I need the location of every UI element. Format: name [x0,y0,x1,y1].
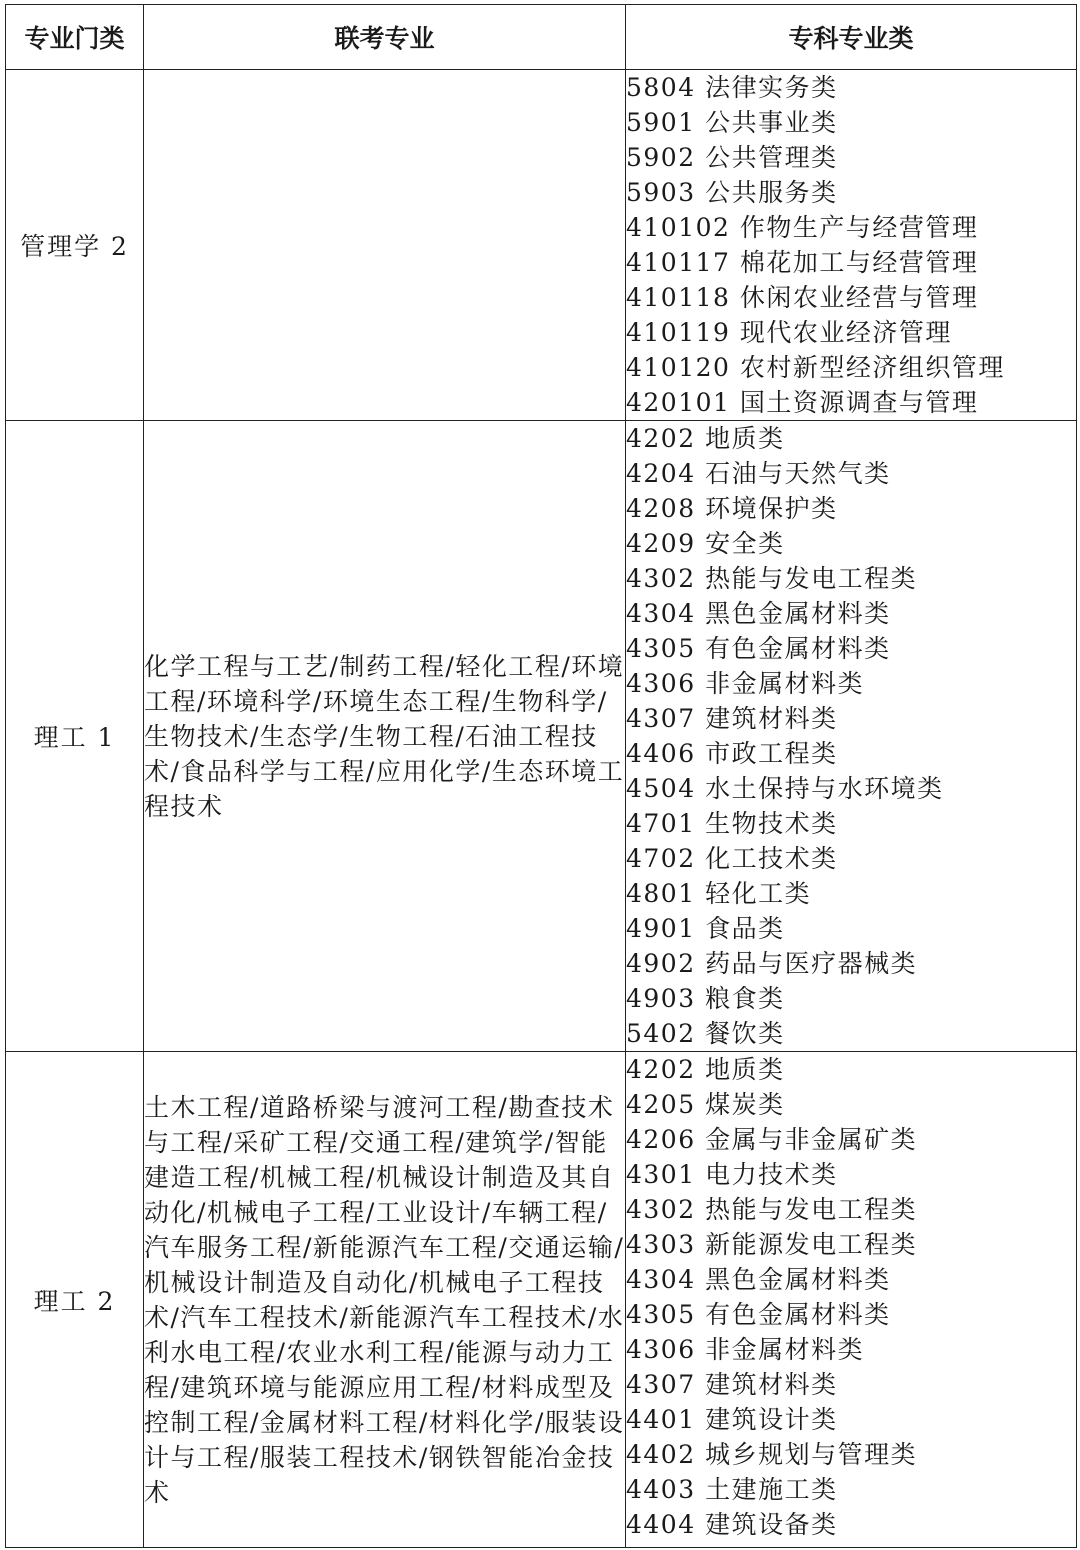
specialty-item: 4307 建筑材料类 [626,704,838,733]
specialty-item: 4901 食品类 [626,914,785,943]
specialty-item: 4303 新能源发电工程类 [626,1230,918,1259]
specialty-item: 4403 土建施工类 [626,1475,838,1504]
specialty-item: 410102 作物生产与经营管理 [626,213,979,242]
table-row [6,70,1077,421]
specialty-item: 4302 热能与发电工程类 [626,1195,918,1224]
specialty-item: 410118 休闲农业经营与管理 [626,283,979,312]
specialty-item: 5903 公共服务类 [626,178,838,207]
specialty-item: 4305 有色金属材料类 [626,634,891,663]
specialty-item: 410117 棉花加工与经营管理 [626,248,979,277]
specialty-item: 5901 公共事业类 [626,108,838,137]
specialty-item: 4204 石油与天然气类 [626,459,891,488]
specialty-item: 4404 建筑设备类 [626,1510,838,1539]
specialty-item: 4202 地质类 [626,424,785,453]
specialty-item: 4208 环境保护类 [626,494,838,523]
major-table [5,4,1077,1548]
specialty-item: 4504 水土保持与水环境类 [626,774,944,803]
table-row [6,421,1077,1052]
specialty-item: 4401 建筑设计类 [626,1405,838,1434]
specialty-item: 4406 市政工程类 [626,739,838,768]
joint-exam-cell: 土木工程/道路桥梁与渡河工程/勘查技术与工程/采矿工程/交通工程/建筑学/智能建造工程/机械工程/机械设计制造及其自动化/机械电子工程/工业设计/车辆工程/汽车服务工程/新能源汽车工程/交通运输/机械设计制造及自动化/机械电子工程技术/汽车工程技术/新能源汽车工程技术/水利水电工程/农业水利工程/能源与动力工程/建筑环境与能源应用工程/材料成型及控制工程/金属材料工程/材料化学/服装设计与工程/服装工程技术/钢铁智能冶金技术 [144,1052,626,1548]
specialty-item: 4205 煤炭类 [626,1090,785,1119]
specialty-item: 4306 非金属材料类 [626,669,865,698]
specialty-item: 4206 金属与非金属矿类 [626,1125,918,1154]
specialty-item: 5804 法律实务类 [626,73,838,102]
specialty-item: 4202 地质类 [626,1055,785,1084]
specialty-item: 420101 国土资源调查与管理 [626,388,979,417]
header-row [6,5,1077,70]
specialty-item: 4903 粮食类 [626,984,785,1013]
specialty-cell [626,70,1077,421]
specialty-item: 410120 农村新型经济组织管理 [626,353,1005,382]
header-category: 专业门类 [6,5,144,70]
specialty-item: 4801 轻化工类 [626,879,812,908]
joint-exam-cell: 化学工程与工艺/制药工程/轻化工程/环境工程/环境科学/环境生态工程/生物科学/生物技术/生态学/生物工程/石油工程技术/食品科学与工程/应用化学/生态环境工程技术 [144,421,626,1052]
joint-exam-cell [144,70,626,421]
specialty-item: 4902 药品与医疗器械类 [626,949,918,978]
specialty-item: 4305 有色金属材料类 [626,1300,891,1329]
header-joint-exam: 联考专业 [144,5,626,70]
specialty-cell [626,421,1077,1052]
specialty-item: 4304 黑色金属材料类 [626,1265,891,1294]
specialty-item: 4302 热能与发电工程类 [626,564,918,593]
specialty-item: 4209 安全类 [626,529,785,558]
specialty-item: 4402 城乡规划与管理类 [626,1440,918,1469]
specialty-item: 4307 建筑材料类 [626,1370,838,1399]
category-cell: 理工 1 [6,421,144,1052]
specialty-item: 4701 生物技术类 [626,809,838,838]
specialty-item: 4304 黑色金属材料类 [626,599,891,628]
category-cell: 管理学 2 [6,70,144,421]
specialty-item: 5902 公共管理类 [626,143,838,172]
category-cell: 理工 2 [6,1052,144,1548]
table-row [6,1052,1077,1548]
specialty-item: 4301 电力技术类 [626,1160,838,1189]
header-specialty: 专科专业类 [626,5,1077,70]
specialty-item: 4306 非金属材料类 [626,1335,865,1364]
specialty-item: 5402 餐饮类 [626,1019,785,1048]
specialty-item: 4702 化工技术类 [626,844,838,873]
specialty-item: 410119 现代农业经济管理 [626,318,952,347]
specialty-cell [626,1052,1077,1548]
